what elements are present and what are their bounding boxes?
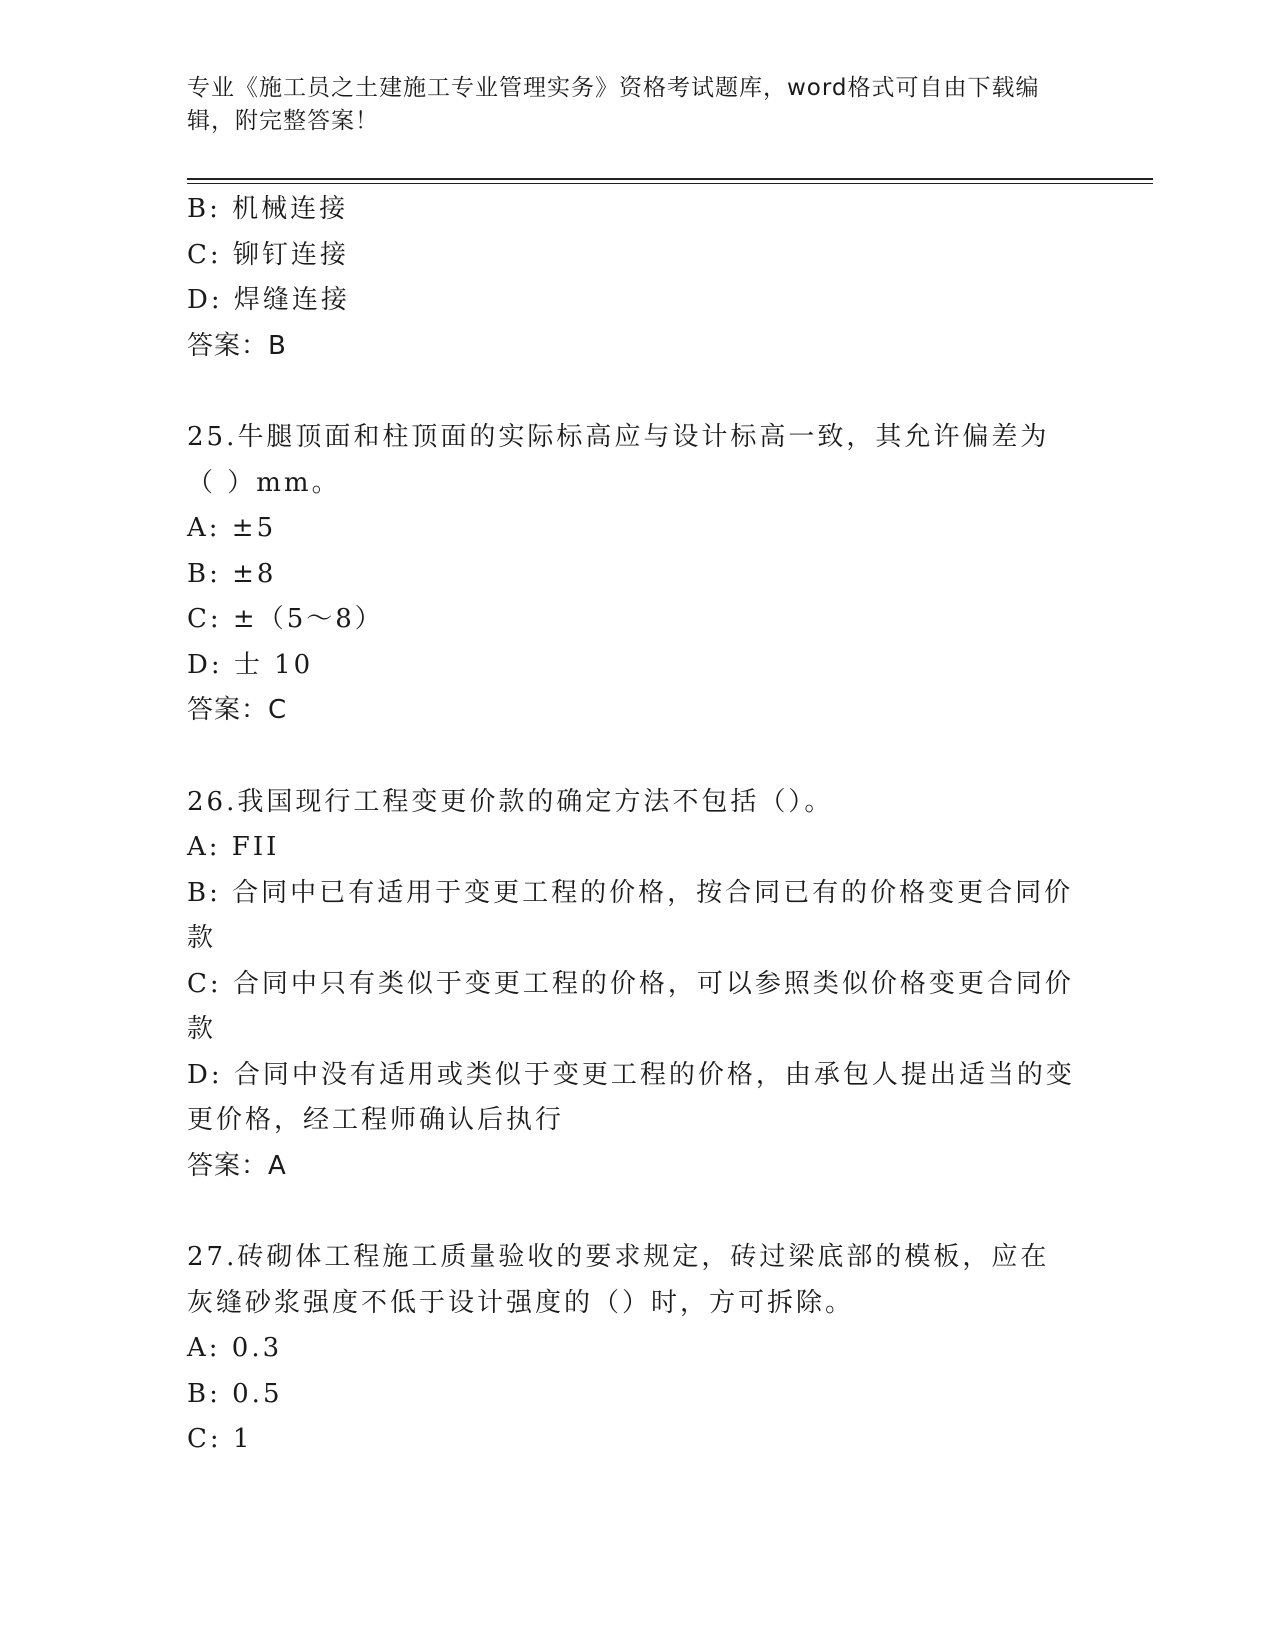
question-list <box>187 187 1077 1463</box>
option-b: B: 合同中已有适用于变更工程的价格，按合同已有的价格变更合同价款 <box>187 877 1074 953</box>
option-d: D: 合同中没有适用或类似于变更工程的价格，由承包人提出适当的变更价格，经工程师确认后执行 <box>187 1059 1075 1135</box>
spacer <box>187 369 1077 415</box>
option-c: C: ±（5～8） <box>187 604 384 634</box>
answer-line: 答案：B <box>187 330 287 361</box>
header-rule-thin <box>187 183 1153 184</box>
answer-line: 答案：C <box>187 695 288 725</box>
option-b: B: 0.5 <box>187 1378 283 1409</box>
answer-line: 答案：A <box>187 1150 287 1181</box>
option-d: D: 焊缝连接 <box>187 285 350 315</box>
header-rule-thick <box>187 178 1153 180</box>
option-a: A: FII <box>187 832 280 862</box>
spacer <box>187 1189 1077 1235</box>
question-stem: 26.我国现行工程变更价款的确定方法不包括（）。 <box>187 786 834 817</box>
option-b: B: 机械连接 <box>187 194 349 224</box>
question-26 <box>187 780 1077 1190</box>
document-header: 专业《施工员之土建施工专业管理实务》资格考试题库，word格式可自由下载编辑，附完整答案！ <box>187 75 1040 134</box>
option-a: A: 0.3 <box>187 1333 283 1363</box>
option-b: B: ±8 <box>187 558 277 589</box>
question-stem: 27.砖砌体工程施工质量验收的要求规定，砖过梁底部的模板，应在灰缝砂浆强度不低于设计强度的（）时，方可拆除。 <box>187 1242 1050 1318</box>
question-27 <box>187 1235 1077 1463</box>
question-25 <box>187 415 1077 734</box>
option-a: A: ±5 <box>187 513 277 543</box>
option-d: D: 士 10 <box>187 649 314 680</box>
question-stem: 25.牛腿顶面和柱顶面的实际标高应与设计标高一致，其允许偏差为（ ）mm。 <box>187 422 1050 498</box>
spacer <box>187 734 1077 780</box>
option-c: C: 1 <box>187 1424 253 1454</box>
question-24-partial <box>187 187 1077 369</box>
option-c: C: 铆钉连接 <box>187 239 349 270</box>
option-c: C: 合同中只有类似于变更工程的价格，可以参照类似价格变更合同价款 <box>187 968 1074 1044</box>
